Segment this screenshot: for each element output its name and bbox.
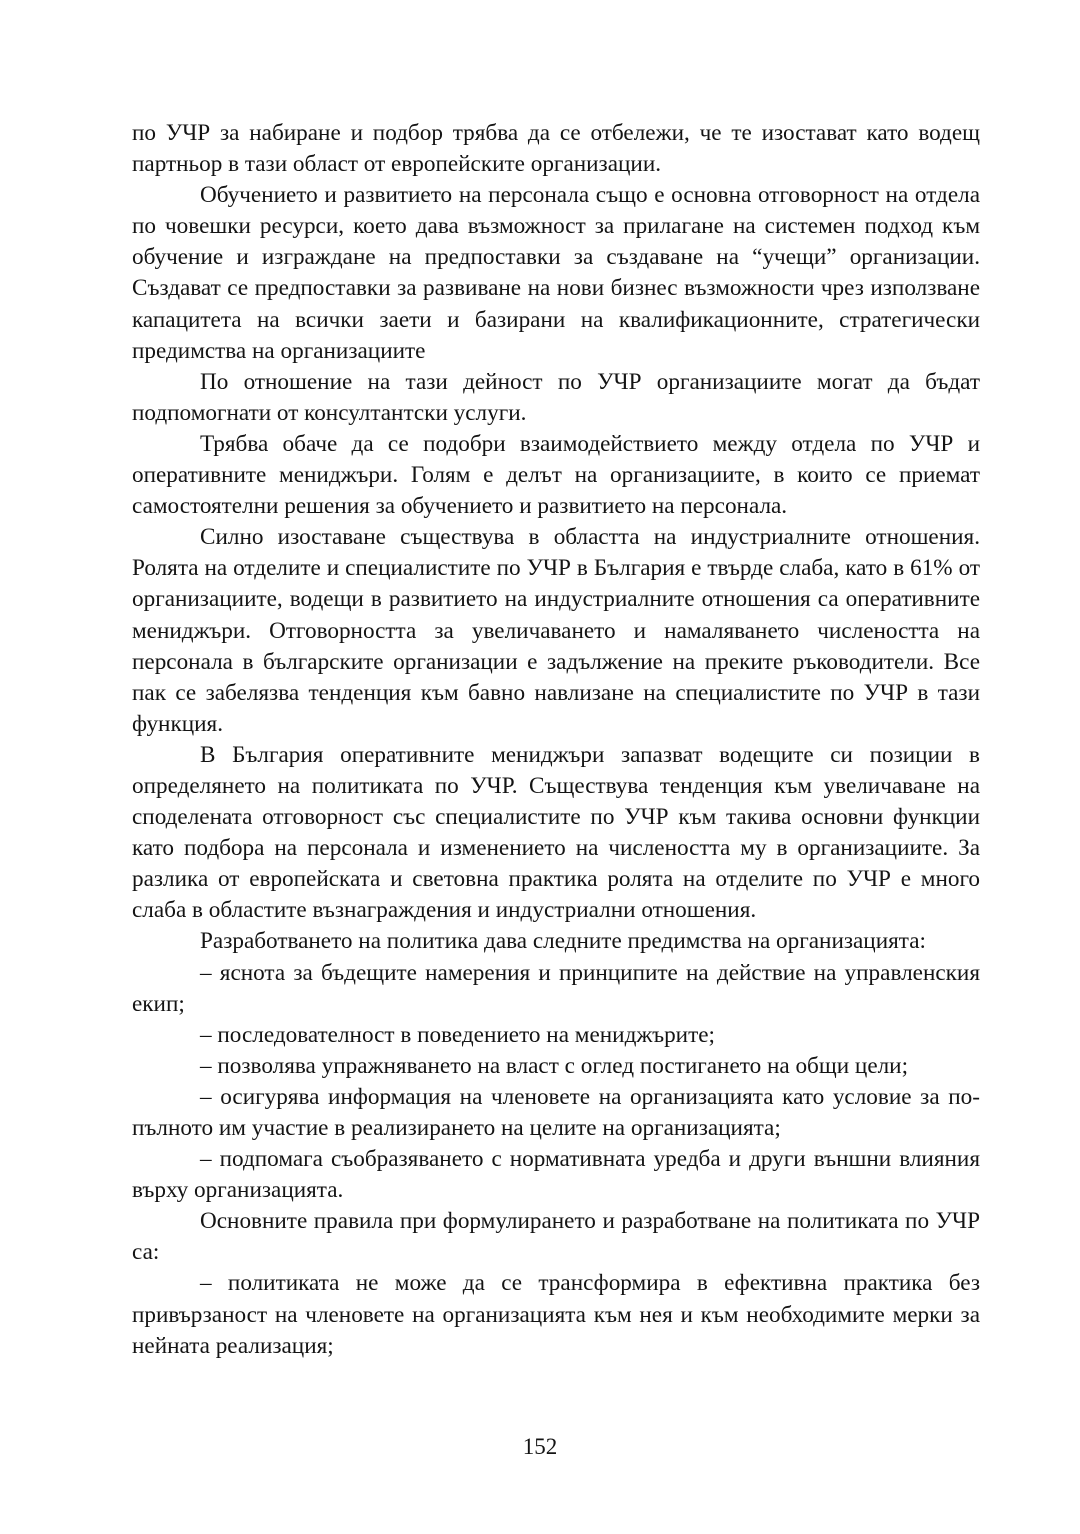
paragraph: Основните правила при формулирането и разработване на политиката по УЧР са:	[132, 1208, 980, 1266]
paragraph: Силно изоставане съществува в областта на индустриалните отношения. Ролята на отделите и специалистите по УЧР в България е твърде слаба, като в 61% от организациите, водещи в развитието на индустриалните отношения са оперативните мениджъри. Отговорността за увеличаването и намаляването числеността на персонала в българските организации е задължение на преките ръководители. Все пак се забелязва тенденция към бавно навлизане на специалистите по УЧР в тази функция.	[132, 524, 980, 737]
paragraph: Трябва обаче да се подобри взаимодействието между отдела по УЧР и оперативните мениджъри. Голям е делът на организациите, в които се приемат самостоятелни решения за обучението и развитието на персонала.	[132, 430, 980, 520]
list-item: – позволява упражняването на власт с оглед постигането на общи цели;	[200, 1052, 909, 1079]
page-number: 152	[522, 1434, 558, 1459]
paragraph: Разработването на политика дава следните предимства на организацията:	[200, 928, 926, 955]
paragraph: В България оперативните мениджъри запазват водещите си позиции в определянето на политиката по УЧР. Съществува тенденция към увеличаване на споделената отговорност със специалистите по УЧР към такива основни функции като подбора на персонала и изменението на числеността му в организациите. За разлика от европейската и световна практика ролята на отделите по УЧР е много слаба в областите възнаграждения и индустриални отношения.	[132, 741, 980, 924]
list-item: – осигурява информация на членовете на организацията като условие за по-пълното им участие в реализирането на целите на организацията;	[132, 1083, 980, 1141]
body-text	[132, 118, 980, 1362]
list-item: – яснота за бъдещите намерения и принципите на действие на управленския екип;	[132, 959, 980, 1017]
list-item: – подпомага съобразяването с нормативната уредба и други външни влияния върху организацията.	[132, 1146, 980, 1204]
paragraph-continuation: по УЧР за набиране и подбор трябва да се отбележи, че те изостават като водещ партньор в тази област от европейските организации.	[132, 120, 980, 178]
list-item: – политиката не може да се трансформира в ефективна практика без привързаност на членовете на организацията към нея и към необходимите мерки за нейната реализация;	[132, 1270, 980, 1359]
paragraph: Обучението и развитието на персонала също е основна отговорност на отдела по човешки ресурси, което дава възможност за прилагане на системен подход към обучение и изграждане на предпоставки за създаване на “учещи” организации. Създават се предпоставки за развиване на нови бизнес възможности чрез използване капацитета на всички заети и базирани на квалификационните, стратегически предимства на организациите	[132, 182, 980, 364]
list-item: – последователност в поведението на мениджърите;	[200, 1021, 715, 1048]
paragraph: По отношение на тази дейност по УЧР организациите могат да бъдат подпомогнати от консултантски услуги.	[132, 368, 980, 426]
